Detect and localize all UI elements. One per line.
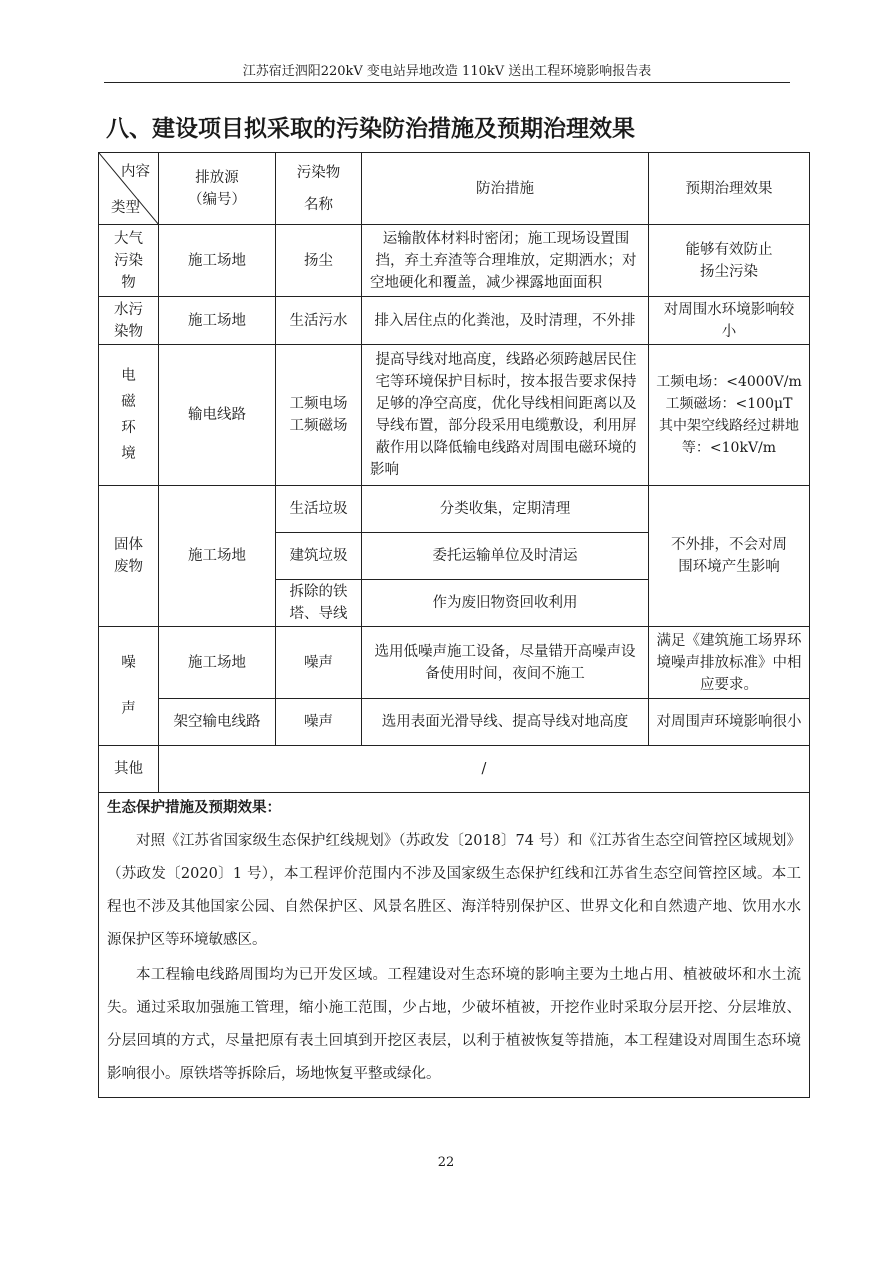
section-title: 八、建设项目拟采取的污染防治措施及预期治理效果 [106, 115, 635, 142]
source-em: 输电线路 [159, 345, 276, 486]
effect-em-line2: 工频磁场：<100μT [665, 396, 793, 412]
type-air: 大气污染物 [99, 225, 159, 297]
eco-paragraph: 本工程输电线路周围均为已开发区域。工程建设对生态环境的影响主要为土地占用、植被破坏和水土流失。通过采取加强施工管理，缩小施工范围，少占地，少破坏植被，开挖作业时采取分层开挖、分层堆放、分层回填的方式，尽量把原有表土回填到开挖区表层，以利于植被恢复等措施，本工程建设对周围生态环境影响很小。原铁塔等拆除后，场地恢复平整或绿化。 [107, 967, 801, 1082]
pollution-measures-table [98, 152, 810, 1098]
pollutant-em [276, 345, 362, 486]
type-noise [99, 627, 159, 746]
eco-section [99, 793, 810, 1098]
header-effect: 预期治理效果 [649, 153, 810, 225]
source-noise: 架空输电线路 [159, 699, 276, 746]
type-em-char: 电 [121, 368, 136, 384]
table-row-water [99, 297, 810, 345]
pollutant-solid: 建筑垃圾 [276, 533, 362, 580]
measures-solid: 作为废旧物资回收利用 [362, 580, 649, 627]
type-em-char: 磁 [121, 394, 136, 410]
pollutant-solid: 拆除的铁塔、导线 [276, 580, 362, 627]
measures-em: 提高导线对地高度，线路必须跨越居民住宅等环境保护目标时，按本报告要求保持足够的净空高度，优化导线相间距离以及导线布置，部分段采用电缆敷设，利用屏蔽作用以降低输电线路对周围电磁环境的影响 [362, 345, 649, 486]
pollutant-solid: 生活垃圾 [276, 486, 362, 533]
diag-top-label: 内容 [121, 164, 150, 180]
pollutant-noise: 噪声 [276, 699, 362, 746]
effect-em-line1: 工频电场：<4000V/m [656, 374, 802, 390]
value-other: / [159, 746, 810, 793]
measures-noise: 选用低噪声施工设备，尽量错开高噪声设备使用时间，夜间不施工 [362, 627, 649, 699]
running-header: 江苏宿迁泗阳220kV 变电站异地改造 110kV 送出工程环境影响报告表 [242, 64, 652, 79]
effect-noise: 对周围声环境影响很小 [649, 699, 810, 746]
diag-bottom-label: 类型 [111, 200, 140, 216]
pollutant-air: 扬尘 [276, 225, 362, 297]
table-row-eco [99, 793, 810, 1098]
table-row-other [99, 746, 810, 793]
type-em-char: 境 [121, 446, 136, 462]
diagonal-header-cell [99, 153, 159, 225]
type-solid-line2: 废物 [114, 559, 143, 575]
header-source [159, 153, 276, 225]
header-pollutant-line2: 名称 [304, 196, 333, 213]
header-source-line2: （编号） [188, 191, 246, 208]
type-water: 水污染物 [99, 297, 159, 345]
measures-air: 运输散体材料时密闭；施工现场设置围挡，弃土弃渣等合理堆放，定期洒水；对空地硬化和覆盖，减少裸露地面面积 [362, 225, 649, 297]
effect-em [649, 345, 810, 486]
eco-title: 生态保护措施及预期效果： [107, 799, 281, 816]
source-noise: 施工场地 [159, 627, 276, 699]
measures-solid: 分类收集，定期清理 [362, 486, 649, 533]
source-solid: 施工场地 [159, 486, 276, 627]
effect-air-line1: 能够有效防止 [685, 241, 773, 258]
measures-solid: 委托运输单位及时清运 [362, 533, 649, 580]
pollutant-noise: 噪声 [276, 627, 362, 699]
type-noise-top: 噪 [121, 655, 136, 671]
page-number: 22 [437, 1155, 455, 1170]
type-solid [99, 486, 159, 627]
pollutant-water: 生活污水 [276, 297, 362, 345]
effect-water: 对周围水环境影响较小 [649, 297, 810, 345]
type-em [99, 345, 159, 486]
table-row-noise [99, 699, 810, 746]
type-em-char: 环 [121, 420, 136, 436]
header-pollutant-line1: 污染物 [296, 164, 341, 181]
effect-air-line2: 扬尘污染 [700, 263, 758, 280]
measures-noise: 选用表面光滑导线、提高导线对地高度 [362, 699, 649, 746]
effect-noise: 满足《建筑施工场界环境噪声排放标准》中相应要求。 [649, 627, 810, 699]
header-measures: 防治措施 [362, 153, 649, 225]
eco-paragraph: 对照《江苏省国家级生态保护红线规划》（苏政发〔2018〕74 号）和《江苏省生态空间管控区域规划》（苏政发〔2020〕1 号），本工程评价范围内不涉及国家级生态保护红线和江苏省生态空间管控区域。本工程也不涉及其他国家公园、自然保护区、风景名胜区、海洋特别保护区、世界文化和自然遗产地、饮用水水源保护区等环境敏感区。 [107, 833, 801, 948]
table-row-solid [99, 486, 810, 533]
table-row-em [99, 345, 810, 486]
table-row-air [99, 225, 810, 297]
type-solid-line1: 固体 [114, 537, 143, 553]
measures-water: 排入居住点的化粪池，及时清理，不外排 [362, 297, 649, 345]
effect-solid: 不外排，不会对周围环境产生影响 [649, 486, 810, 627]
effect-em-line3: 其中架空线路经过耕地等：<10kV/m [659, 418, 799, 456]
type-noise-bottom: 声 [121, 701, 136, 717]
type-other: 其他 [99, 746, 159, 793]
table-header-row [99, 153, 810, 225]
source-water: 施工场地 [159, 297, 276, 345]
source-air: 施工场地 [159, 225, 276, 297]
effect-air [649, 225, 810, 297]
header-source-line1: 排放源 [195, 169, 239, 186]
pollutant-em-line2: 工频磁场 [289, 418, 348, 434]
table-row-noise [99, 627, 810, 699]
header-rule [104, 82, 790, 83]
header-pollutant [276, 153, 362, 225]
pollutant-em-line1: 工频电场 [289, 396, 348, 412]
